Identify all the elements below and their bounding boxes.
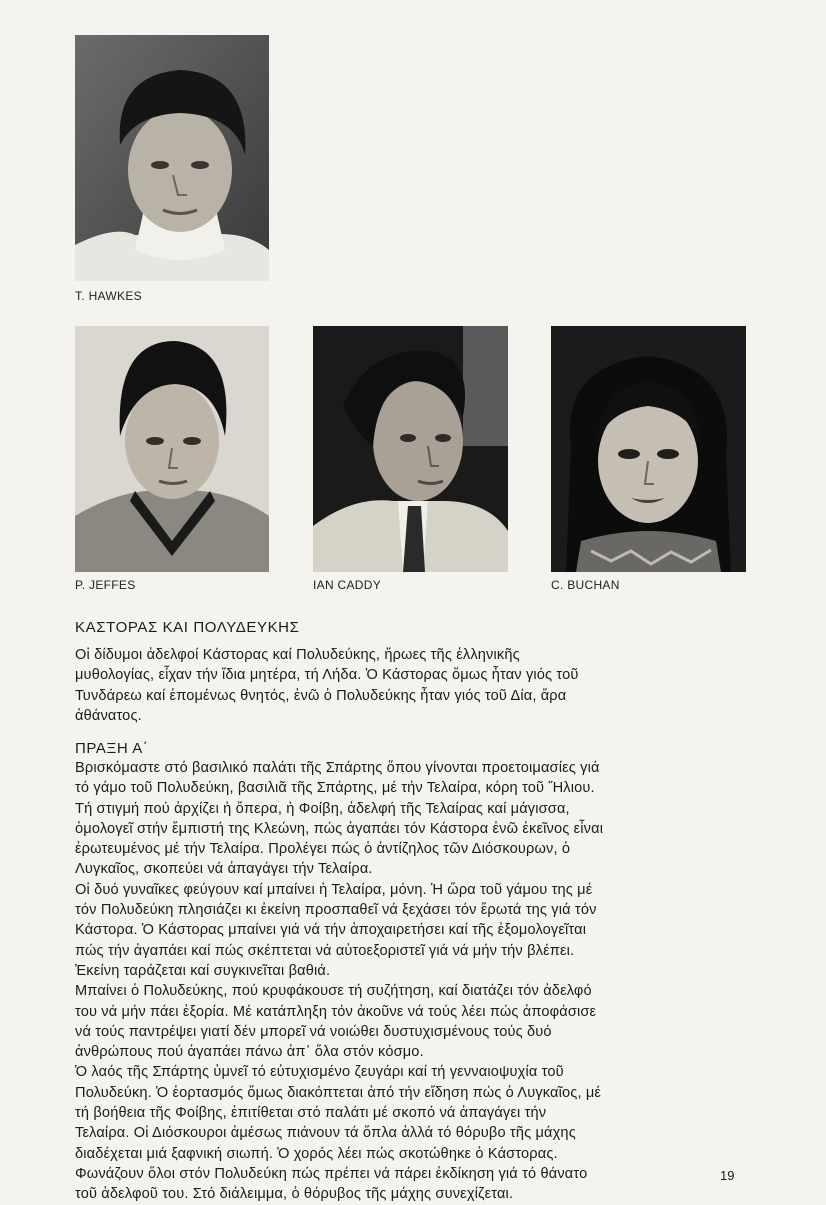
text-line: πώς τήν ἀγαπάει καί πώς σκέπτεται νά αὐτοεξοριστεῖ γιά νά μήν τήν βλέπει. xyxy=(75,942,575,959)
photo-p-jeffes xyxy=(75,326,269,572)
photo-c-buchan xyxy=(551,326,746,572)
text-line: του νά μήν πάει ἐξορία. Μέ κατάπληξη τόν ἀκοῦνε νά τούς λέει πώς ἀποφάσισε xyxy=(75,1003,597,1020)
photo-caption: C. BUCHAN xyxy=(551,578,620,592)
photo-ian-caddy xyxy=(313,326,508,572)
text-line: Τελαίρα. Οἱ Διόσκουροι ἀμέσως πιάνουν τά ὅπλα ἀλλά τό θόρυβο τῆς μάχης xyxy=(75,1125,576,1142)
text-line: Πολυδεύκη. Ὁ ἑορτασμός ὅμως διακόπτεται ἀπό τήν εἴδηση πώς ὁ Λυγκαῖος, μέ xyxy=(75,1084,602,1101)
text-line: Λυγκαῖος, σκοπεύει νά ἀπαγάγει τήν Τελαίρα. xyxy=(75,861,373,878)
photo-caption: IAN CADDY xyxy=(313,578,382,592)
section-title-praxi-a: ΠΡΑΞΗ Α΄ xyxy=(75,740,149,757)
photo-caption: T. HAWKES xyxy=(75,289,142,303)
text-line: τό γάμο τοῦ Πολυδεύκη, βασιλιᾶ τῆς Σπάρτης, μέ τήν Τελαίρα, κόρη τοῦ Ἥλιου. xyxy=(75,780,595,797)
text-line: ἐρωτευμένος μέ τήν Τελαίρα. Προλέγει πώς ὁ ἀντίζηλος τῶν Διόσκουρων, ὁ xyxy=(75,841,571,858)
text-line: διαδέχεται μιά ξαφνική σιωπή. Ὁ χορός λέει πώς σκοτώθηκε ὁ Κάστορας. xyxy=(75,1145,558,1162)
photo-t-hawkes xyxy=(75,35,269,281)
text-line: ἀνθρώπους πού ἀγαπάει πάνω ἀπ᾽ ὅλα στόν κόσμο. xyxy=(75,1044,424,1061)
intro-paragraph xyxy=(75,645,765,726)
photo-caption: P. JEFFES xyxy=(75,578,136,592)
text-line: Ἐκείνη ταράζεται καί συγκινεῖται βαθιά. xyxy=(75,962,331,979)
text-line: Φωνάζουν ὅλοι στόν Πολυδεύκη πώς πρέπει νά πάρει ἐκδίκηση γιά τό θάνατο xyxy=(75,1165,588,1182)
section-title-kastoras-polydeukis: ΚΑΣΤΟΡΑΣ ΚΑΙ ΠΟΛΥΔΕΥΚΗΣ xyxy=(75,619,300,636)
text-line: νά τούς παντρέψει γιατί δέν μπορεῖ νά νοιώθει δυστυχισμένους τούς δυό xyxy=(75,1023,552,1040)
text-line: τόν Πολυδεύκη πλησιάζει κι ἐκείνη προσπαθεῖ νά ξεχάσει τόν ἔρωτά της γιά τόν xyxy=(75,902,597,919)
text-line: Μπαίνει ὁ Πολυδεύκης, πού κρυφάκουσε τή συζήτηση, καί διατάζει τόν ἀδελφό xyxy=(75,983,592,1000)
page-number: 19 xyxy=(720,1168,735,1183)
text-line: ἀθάνατος. xyxy=(75,707,142,724)
text-line: Οἱ δυό γυναῖκες φεύγουν καί μπαίνει ἡ Τελαίρα, μόνη. Ἡ ὥρα τοῦ γάμου της μέ xyxy=(75,881,593,898)
text-line: Οἱ δίδυμοι ἀδελφοί Κάστορας καί Πολυδεύκης, ἥρωες τῆς ἑλληνικῆς xyxy=(75,647,520,663)
text-line: Ὁ λαός τῆς Σπάρτης ὑμνεῖ τό εὐτυχισμένο ζευγάρι καί τή γενναιοψυχία τοῦ xyxy=(75,1064,564,1081)
text-line: Κάστορα. Ὁ Κάστορας μπαίνει γιά νά τήν ἀποχαιρετήσει καί τῆς ἐξομολογεῖται xyxy=(75,922,587,939)
text-line: τή βοήθεια τῆς Φοίβης, ἐπιτίθεται στό παλάτι μέ σκοπό νά ἀπαγάγει τήν xyxy=(75,1105,547,1122)
synopsis-paragraph xyxy=(75,758,765,1205)
text-line: μυθολογίας, εἶχαν τήν ἴδια μητέρα, τή Λήδα. Ὁ Κάστορας ὅμως ἦταν γιός τοῦ xyxy=(75,667,579,684)
text-line: Τυνδάρεω καί ἑπομένως θνητός, ἐνῶ ὁ Πολυδεύκης ἦταν γιός τοῦ Δία, ἄρα xyxy=(75,687,567,704)
text-line: Βρισκόμαστε στό βασιλικό παλάτι τῆς Σπάρτης ὅπου γίνονται προετοιμασίες γιά xyxy=(75,760,600,776)
text-line: τοῦ ἀδελφοῦ του. Στό διάλειμμα, ὁ θόρυβος τῆς μάχης συνεχίζεται. xyxy=(75,1186,514,1203)
text-line: ὁμολογεῖ στήν ἔμπιστή της Κλεώνη, πώς ἀγαπάει τόν Κάστορα ἐνῶ ἐκεῖνος εἶναι xyxy=(75,820,604,837)
text-line: Τή στιγμή πού ἀρχίζει ἡ ὄπερα, ἡ Φοίβη, ἀδελφή τῆς Τελαίρας καί μάγισσα, xyxy=(75,800,570,817)
